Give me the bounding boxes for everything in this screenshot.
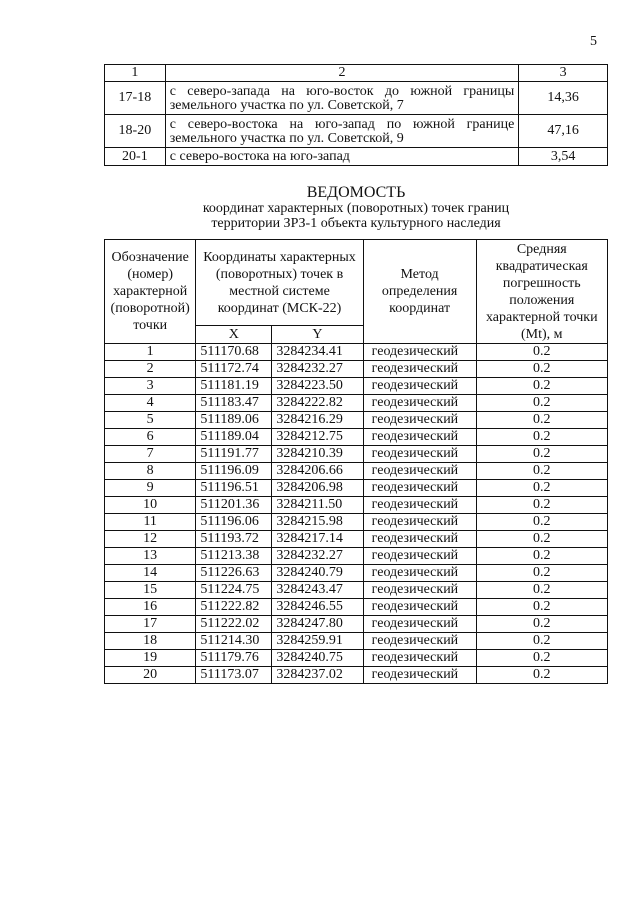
coordinate-x: 511201.36 xyxy=(196,497,272,514)
point-number: 15 xyxy=(105,582,196,599)
coordinate-y: 3284216.29 xyxy=(272,412,363,429)
error-value: 0.2 xyxy=(476,344,607,361)
point-number: 16 xyxy=(105,599,196,616)
header-x: X xyxy=(196,326,272,344)
coordinate-row xyxy=(105,378,608,395)
method-value: геодезический xyxy=(363,599,476,616)
coordinates-table xyxy=(104,239,608,684)
error-value: 0.2 xyxy=(476,565,607,582)
coordinate-y: 3284234.41 xyxy=(272,344,363,361)
method-value: геодезический xyxy=(363,514,476,531)
coordinate-x: 511222.02 xyxy=(196,616,272,633)
method-value: геодезический xyxy=(363,548,476,565)
coordinate-x: 511213.38 xyxy=(196,548,272,565)
coordinate-x: 511173.07 xyxy=(196,667,272,684)
error-value: 0.2 xyxy=(476,599,607,616)
point-number: 2 xyxy=(105,361,196,378)
method-value: геодезический xyxy=(363,344,476,361)
error-value: 0.2 xyxy=(476,361,607,378)
boundary-segments-table xyxy=(104,64,608,166)
segment-row xyxy=(105,115,608,148)
error-value: 0.2 xyxy=(476,531,607,548)
coordinate-row xyxy=(105,412,608,429)
error-value: 0.2 xyxy=(476,633,607,650)
coordinate-x: 511189.04 xyxy=(196,429,272,446)
point-number: 3 xyxy=(105,378,196,395)
error-value: 0.2 xyxy=(476,480,607,497)
coordinate-y: 3284246.55 xyxy=(272,599,363,616)
segment-length: 3,54 xyxy=(519,148,608,166)
coordinate-y: 3284206.98 xyxy=(272,480,363,497)
point-number: 17 xyxy=(105,616,196,633)
method-value: геодезический xyxy=(363,633,476,650)
coordinate-row xyxy=(105,565,608,582)
segment-row xyxy=(105,148,608,166)
error-value: 0.2 xyxy=(476,395,607,412)
coordinate-row xyxy=(105,599,608,616)
coordinate-row xyxy=(105,548,608,565)
coordinate-row xyxy=(105,667,608,684)
error-value: 0.2 xyxy=(476,378,607,395)
method-value: геодезический xyxy=(363,616,476,633)
coordinate-y: 3284247.80 xyxy=(272,616,363,633)
error-value: 0.2 xyxy=(476,548,607,565)
error-value: 0.2 xyxy=(476,650,607,667)
error-value: 0.2 xyxy=(476,667,607,684)
point-number: 13 xyxy=(105,548,196,565)
point-number: 4 xyxy=(105,395,196,412)
coordinate-row xyxy=(105,531,608,548)
coordinate-x: 511196.06 xyxy=(196,514,272,531)
coordinate-x: 511191.77 xyxy=(196,446,272,463)
coordinate-x: 511179.76 xyxy=(196,650,272,667)
method-value: геодезический xyxy=(363,463,476,480)
error-value: 0.2 xyxy=(476,429,607,446)
error-value: 0.2 xyxy=(476,514,607,531)
segment-description: с северо-востока на юго-запад xyxy=(165,148,519,166)
coordinate-row xyxy=(105,514,608,531)
method-value: геодезический xyxy=(363,378,476,395)
coordinate-x: 511224.75 xyxy=(196,582,272,599)
segment-row xyxy=(105,82,608,115)
header-y: Y xyxy=(272,326,363,344)
coordinate-row xyxy=(105,650,608,667)
coordinate-row xyxy=(105,480,608,497)
coordinate-x: 511170.68 xyxy=(196,344,272,361)
page-number: 5 xyxy=(590,34,597,49)
coordinate-x: 511196.09 xyxy=(196,463,272,480)
coordinate-row xyxy=(105,344,608,361)
coordinate-y: 3284223.50 xyxy=(272,378,363,395)
coordinate-y: 3284211.50 xyxy=(272,497,363,514)
coordinate-y: 3284240.79 xyxy=(272,565,363,582)
segment-points: 17-18 xyxy=(105,82,166,115)
coordinate-x: 511181.19 xyxy=(196,378,272,395)
coordinate-x: 511222.82 xyxy=(196,599,272,616)
coordinate-y: 3284215.98 xyxy=(272,514,363,531)
segment-points: 20-1 xyxy=(105,148,166,166)
statement-heading xyxy=(104,184,608,231)
column-number-2: 2 xyxy=(165,65,519,82)
point-number: 9 xyxy=(105,480,196,497)
coordinate-y: 3284232.27 xyxy=(272,361,363,378)
coordinate-y: 3284237.02 xyxy=(272,667,363,684)
coordinate-row xyxy=(105,633,608,650)
column-number-3: 3 xyxy=(519,65,608,82)
point-number: 20 xyxy=(105,667,196,684)
coordinate-y: 3284240.75 xyxy=(272,650,363,667)
method-value: геодезический xyxy=(363,446,476,463)
coordinate-row xyxy=(105,497,608,514)
method-value: геодезический xyxy=(363,412,476,429)
coordinate-y: 3284243.47 xyxy=(272,582,363,599)
statement-subtitle-line-2: территории ЗРЗ-1 объекта культурного наследия xyxy=(211,216,501,231)
statement-subtitle-line-1: координат характерных (поворотных) точек границ xyxy=(202,201,510,216)
coordinate-y: 3284206.66 xyxy=(272,463,363,480)
error-value: 0.2 xyxy=(476,463,607,480)
header-coordinates: Координаты характерных (поворотных) точек в местной системе координат (МСК-22) xyxy=(196,240,363,326)
coordinate-x: 511196.51 xyxy=(196,480,272,497)
coordinate-row xyxy=(105,616,608,633)
coordinate-row xyxy=(105,361,608,378)
method-value: геодезический xyxy=(363,667,476,684)
coordinate-row xyxy=(105,582,608,599)
coordinate-x: 511226.63 xyxy=(196,565,272,582)
segment-length: 47,16 xyxy=(519,115,608,148)
segment-description: с северо-запада на юго-восток до южной границы земельного участка по ул. Советской, 7 xyxy=(165,82,519,115)
coordinate-y: 3284232.27 xyxy=(272,548,363,565)
coordinate-y: 3284222.82 xyxy=(272,395,363,412)
column-number-1: 1 xyxy=(105,65,166,82)
method-value: геодезический xyxy=(363,565,476,582)
point-number: 10 xyxy=(105,497,196,514)
segment-points: 18-20 xyxy=(105,115,166,148)
coordinate-row xyxy=(105,446,608,463)
method-value: геодезический xyxy=(363,650,476,667)
error-value: 0.2 xyxy=(476,497,607,514)
coordinate-x: 511189.06 xyxy=(196,412,272,429)
point-number: 18 xyxy=(105,633,196,650)
coordinate-y: 3284259.91 xyxy=(272,633,363,650)
point-number: 1 xyxy=(105,344,196,361)
point-number: 19 xyxy=(105,650,196,667)
point-number: 11 xyxy=(105,514,196,531)
coordinate-row xyxy=(105,429,608,446)
method-value: геодезический xyxy=(363,361,476,378)
coordinate-x: 511193.72 xyxy=(196,531,272,548)
point-number: 5 xyxy=(105,412,196,429)
point-number: 6 xyxy=(105,429,196,446)
method-value: геодезический xyxy=(363,395,476,412)
coordinate-row xyxy=(105,463,608,480)
segment-length: 14,36 xyxy=(519,82,608,115)
point-number: 8 xyxy=(105,463,196,480)
point-number: 14 xyxy=(105,565,196,582)
coordinate-y: 3284210.39 xyxy=(272,446,363,463)
method-value: геодезический xyxy=(363,497,476,514)
point-number: 12 xyxy=(105,531,196,548)
statement-title: ВЕДОМОСТЬ xyxy=(306,184,406,201)
coordinate-x: 511183.47 xyxy=(196,395,272,412)
method-value: геодезический xyxy=(363,582,476,599)
method-value: геодезический xyxy=(363,480,476,497)
error-value: 0.2 xyxy=(476,616,607,633)
coordinate-row xyxy=(105,395,608,412)
coordinate-x: 511214.30 xyxy=(196,633,272,650)
coordinate-x: 511172.74 xyxy=(196,361,272,378)
header-method: Метод определения координат xyxy=(363,240,476,344)
method-value: геодезический xyxy=(363,531,476,548)
coordinate-y: 3284217.14 xyxy=(272,531,363,548)
table-header-row xyxy=(105,65,608,82)
header-mean-error: Средняя квадратическая погрешность положения характерной точки (Mt), м xyxy=(476,240,607,344)
coordinate-y: 3284212.75 xyxy=(272,429,363,446)
error-value: 0.2 xyxy=(476,582,607,599)
error-value: 0.2 xyxy=(476,446,607,463)
method-value: геодезический xyxy=(363,429,476,446)
segment-description: с северо-востока на юго-запад по южной границе земельного участка по ул. Советской, 9 xyxy=(165,115,519,148)
header-point-number: Обозначение (номер) характерной (поворотной) точки xyxy=(105,240,196,344)
point-number: 7 xyxy=(105,446,196,463)
error-value: 0.2 xyxy=(476,412,607,429)
